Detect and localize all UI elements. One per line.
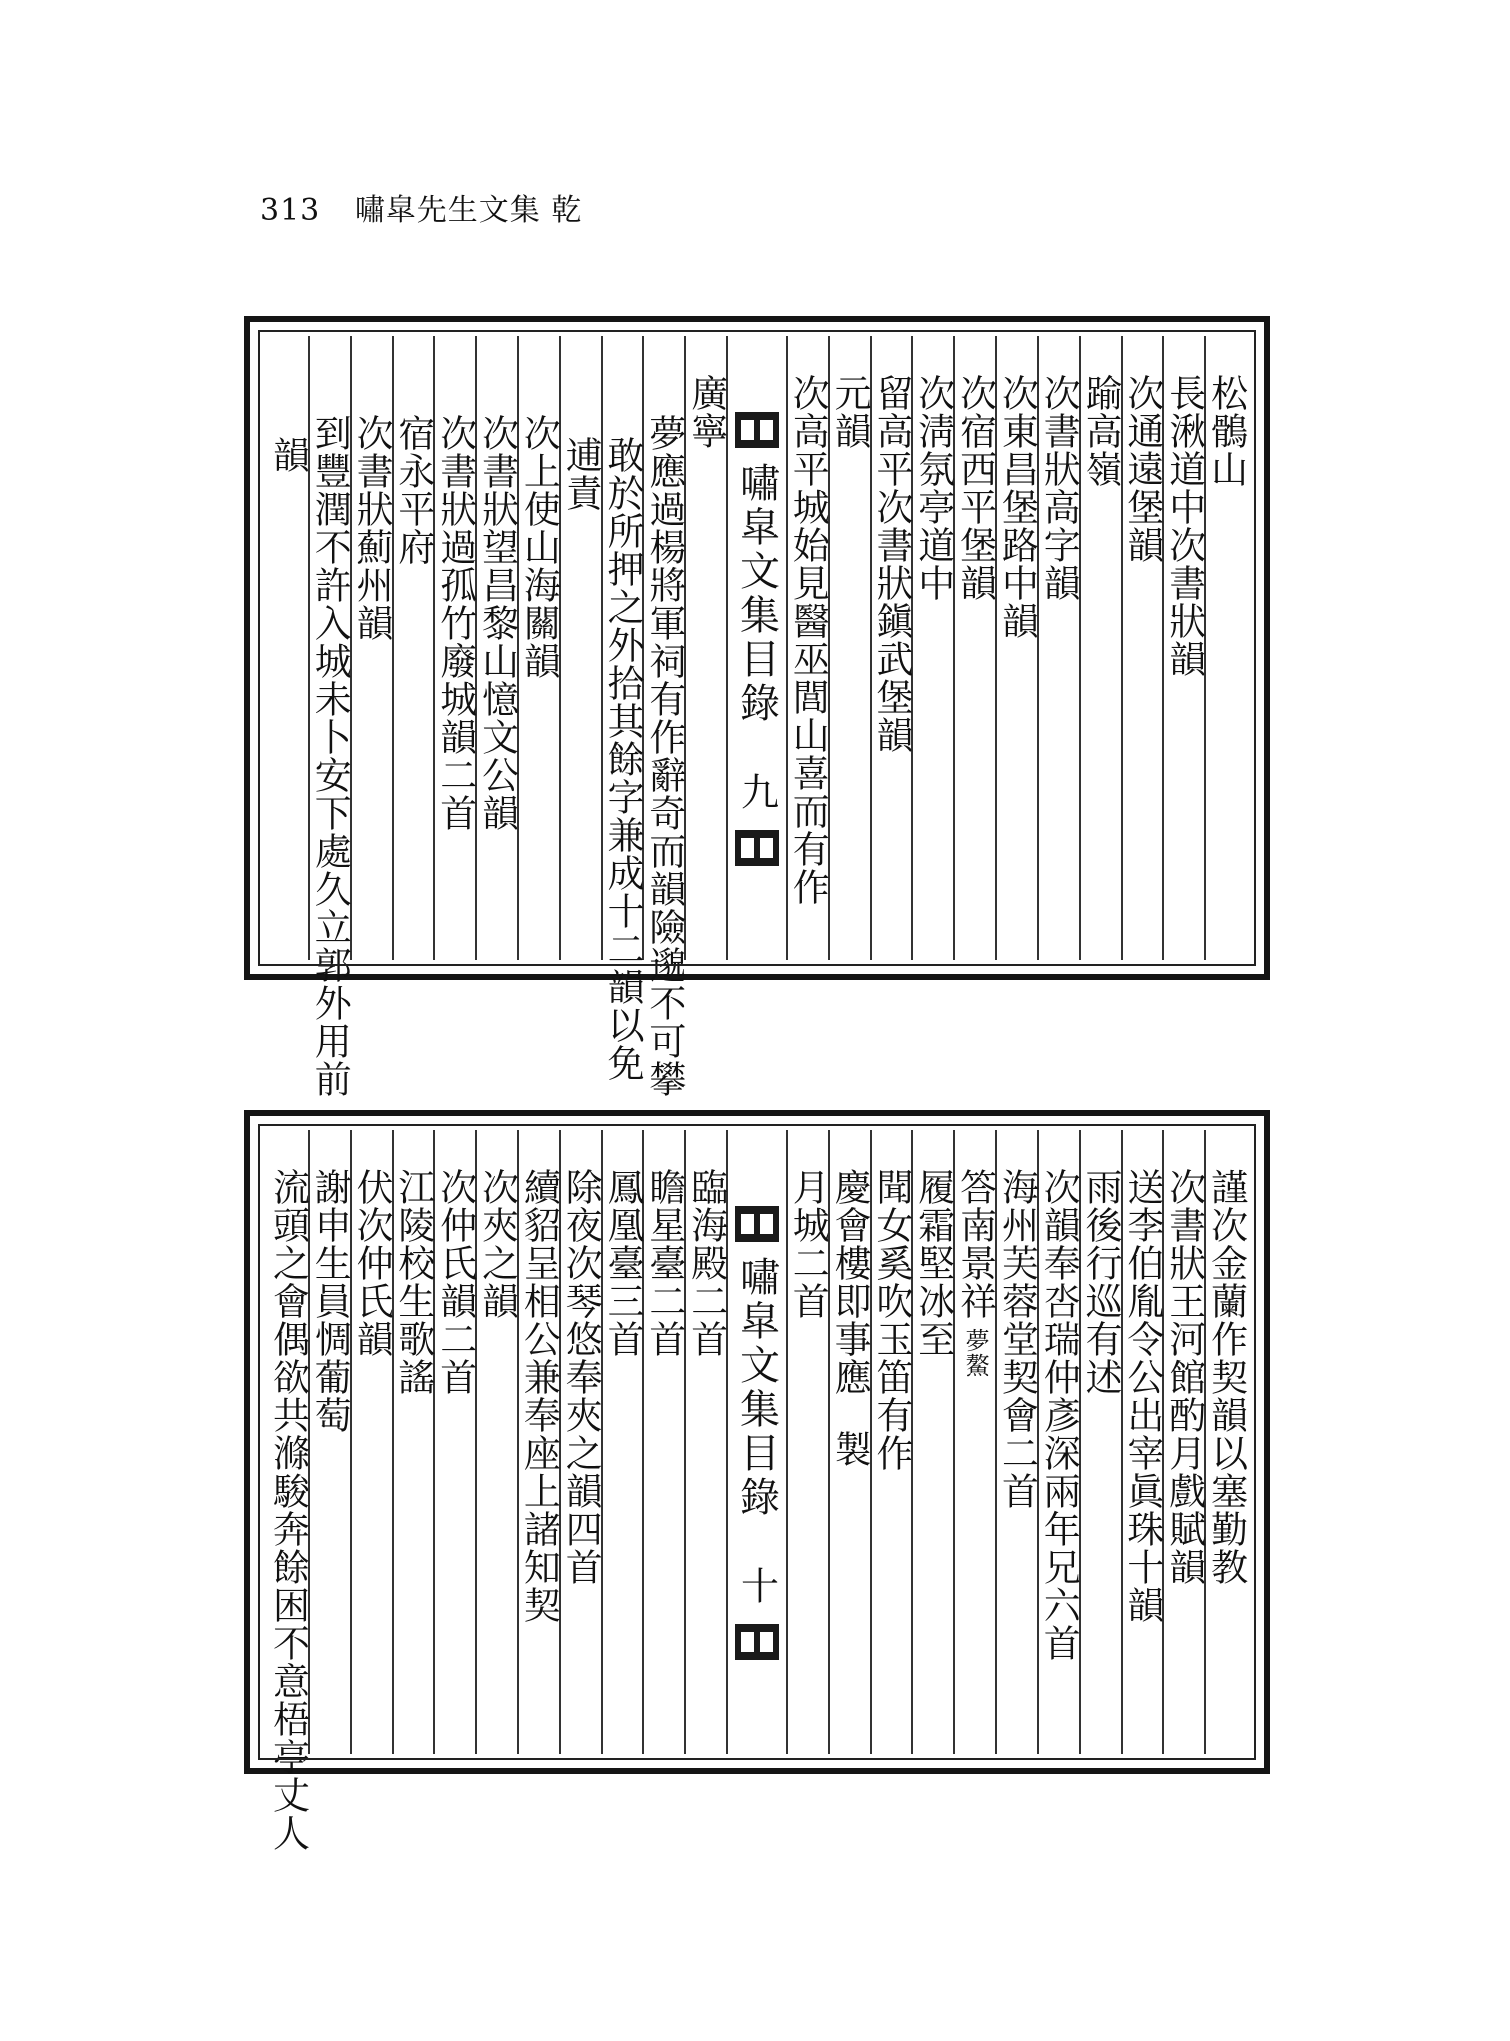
toc-entry: 流頭之會偶欲共滌駿奔餘困不意梧亭丈人 [266,1168,310,1852]
toc-entry: 宿永平府 [391,414,435,566]
toc-entry: 韻 [266,436,310,474]
toc-entry: 臨海殿二首 [684,1168,728,1358]
toc-line [475,336,517,960]
toc-line [1162,1130,1204,1754]
toc-line [1037,336,1079,960]
toc-line [953,1130,995,1754]
toc-entry: 除夜次琴悠奉夾之韻四首 [559,1168,603,1586]
toc-line [475,1130,517,1754]
toc-entry: 履霜堅冰至 [911,1168,955,1358]
toc-line [911,336,953,960]
toc-line [684,336,726,960]
toc-entry: 答南景祥 [953,1168,997,1320]
toc-line [870,1130,912,1754]
center-title: 嘯皐文集目錄 [733,1256,780,1520]
fish-tail-mark-icon [735,1624,779,1660]
toc-entry: 元韻 [828,374,872,450]
toc-line [517,336,559,960]
toc-line [953,336,995,960]
toc-entry: 次書狀高字韻 [1037,374,1081,602]
toc-line [1079,336,1121,960]
toc-entry: 次通遠堡韻 [1120,374,1164,564]
center-title: 嘯皐文集目錄 [733,462,780,726]
toc-entry: 瞻星臺二首 [642,1168,686,1358]
fish-tail-mark-icon [735,412,779,448]
toc-line [601,336,645,1082]
toc-line [786,336,828,960]
toc-line [1204,336,1246,960]
toc-entry: 廣寧 [684,374,728,450]
toc-line [995,1130,1037,1754]
toc-line [559,1130,601,1754]
toc-line [350,336,392,960]
toc-entry: 雨後行巡有述 [1079,1168,1123,1396]
toc-entry: 留高平次書狀鎭武堡韻 [869,374,913,754]
toc-entry: 次上使山海關韻 [517,414,561,680]
toc-entry: 謝申生員惆葡萄 [308,1168,352,1434]
toc-line [517,1130,559,1754]
toc-entry: 海州芙蓉堂契會二首 [995,1168,1039,1510]
toc-line [559,336,601,960]
toc-line [642,1130,684,1754]
toc-line [1204,1130,1246,1754]
toc-entry: 次仲氏韻二首 [433,1168,477,1396]
toc-entry: 踰高嶺 [1079,374,1123,488]
toc-entry: 次書狀過孤竹廢城韻二首 [433,414,477,832]
toc-line [786,1130,828,1754]
toc-entry: 敢於所押之外拾其餘字兼成十二韻以免 [601,436,645,1082]
toc-line [995,336,1037,960]
toc-line [1162,336,1204,960]
toc-line [1079,1130,1121,1754]
fish-tail-mark-icon [735,830,779,866]
toc-entry: 夢應過楊將軍祠有作辭奇而韻險邈不可攀 [642,414,686,1098]
toc-entry: 鳳凰臺三首 [601,1168,645,1358]
toc-entry: 謹次金蘭作契韻以塞勤教 [1204,1168,1248,1586]
fold-page-number: 十 [734,1566,779,1604]
toc-entry: 次夾之韻 [475,1168,519,1320]
page-number: 313 [260,193,321,228]
book-title: 嘯皐先生文集 乾 [354,193,583,228]
toc-entry: 次書狀薊州韻 [350,414,394,642]
toc-line [601,1130,643,1754]
toc-line [1037,1130,1079,1754]
toc-line [350,1130,392,1754]
toc-entry: 慶會樓即事應 [828,1168,872,1396]
toc-line [308,1130,350,1754]
toc-line [870,336,912,960]
fish-tail-mark-icon [735,1206,779,1242]
toc-entry: 次書狀望昌黎山憶文公韻 [475,414,519,832]
toc-entry: 次書狀王河館酌月戲賦韻 [1162,1168,1206,1586]
page-header [260,185,582,229]
toc-line [433,1130,475,1754]
toc-line [392,1130,434,1754]
toc-line [1121,1130,1163,1754]
center-fold [726,336,786,960]
toc-entry: 次淸氛亭道中 [911,374,955,602]
toc-entry: 次東昌堡路中韻 [995,374,1039,640]
toc-entry: 長湫道中次書狀韻 [1162,374,1206,678]
toc-entry: 江陵校生歌謠 [391,1168,435,1396]
toc-entry: 次韻奉呇瑞仲彥深兩年兄六首 [1037,1168,1081,1662]
toc-entry: 次高平城始見醫巫閭山喜而有作 [786,374,830,906]
center-fold [726,1130,786,1754]
toc-entry: 逋責 [559,436,603,512]
toc-entry: 續貂呈相公兼奉座上諸知契 [517,1168,561,1624]
toc-entry: 松鶻山 [1204,374,1248,488]
lower-woodblock-page [244,1110,1270,1852]
toc-entry-note: 夢鰲 [961,1328,990,1378]
toc-entry-note: 製 [828,1430,872,1468]
toc-entry: 月城二首 [786,1168,830,1320]
toc-line [308,336,352,1098]
toc-line [268,336,308,960]
toc-line [642,336,686,1098]
toc-line [911,1130,953,1754]
toc-line [392,336,434,960]
toc-entry: 送李伯胤令公出宰眞珠十韻 [1120,1168,1164,1624]
toc-line [828,336,870,960]
toc-line [828,1130,870,1754]
upper-woodblock-page [244,316,1270,1098]
fold-page-number: 九 [734,772,779,810]
toc-line [266,1130,310,1852]
toc-entry: 伏次仲氏韻 [350,1168,394,1358]
toc-line [433,336,475,960]
toc-line [1121,336,1163,960]
toc-entry: 聞女奚吹玉笛有作 [869,1168,913,1472]
toc-entry: 次宿西平堡韻 [953,374,997,602]
toc-line [684,1130,726,1754]
toc-entry: 到豐潤不許入城未卜安下處久立郭外用前 [308,414,352,1098]
